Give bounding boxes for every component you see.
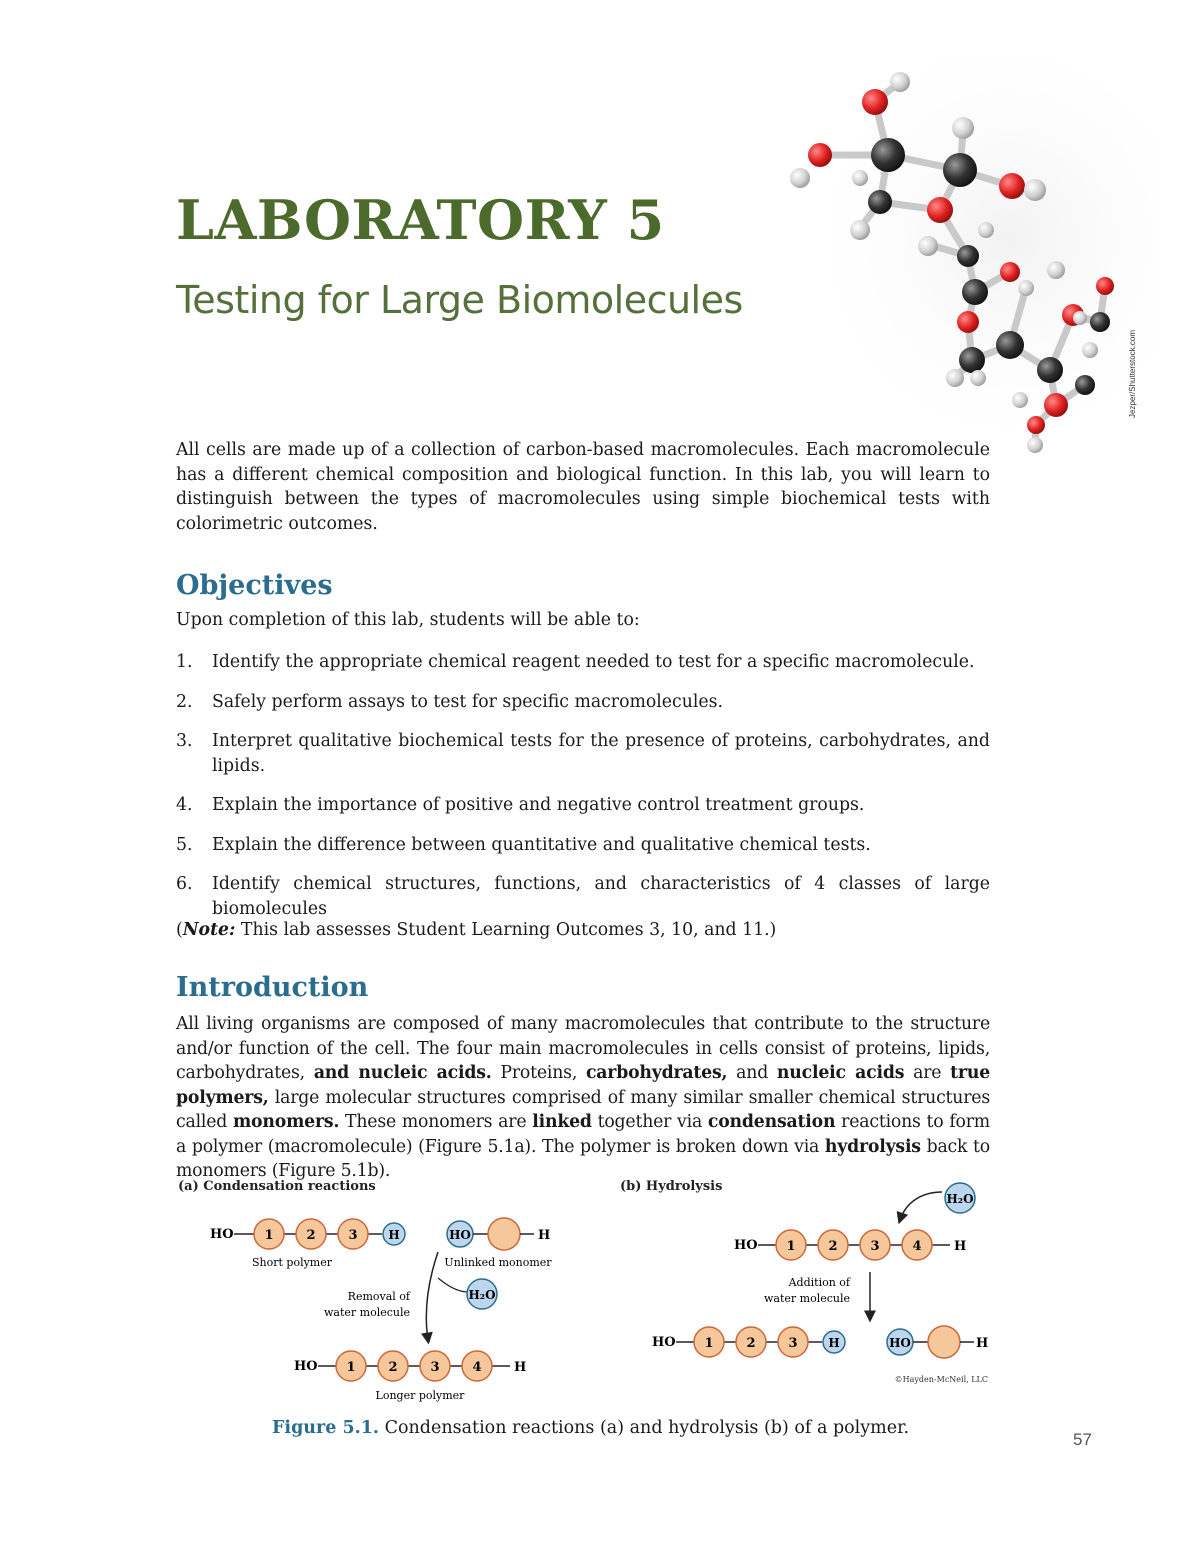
figure-credit: ©Hayden-McNeil, LLC [894, 1375, 988, 1384]
panel-a-label: (a) Condensation reactions [178, 1179, 376, 1194]
page-number: 57 [1073, 1430, 1092, 1449]
objective-item: 1. Identify the appropriate chemical reagent needed to test for a specific macromolecule. [176, 652, 975, 672]
monomer-circle [928, 1326, 960, 1358]
monomer-circle [378, 1351, 408, 1381]
monomer-circle [462, 1351, 492, 1381]
monomer-circle [420, 1351, 450, 1381]
monomer-circle [736, 1327, 766, 1357]
monomer-circle [488, 1218, 520, 1250]
monomer-circle [776, 1230, 806, 1260]
ho-label: HO [294, 1359, 318, 1374]
addition-label-line1: Addition of [788, 1276, 850, 1289]
svg-text:H₂O: H₂O [468, 1288, 496, 1302]
monomer-circle [254, 1219, 284, 1249]
svg-text:3: 3 [870, 1239, 880, 1254]
svg-text:3: 3 [430, 1360, 440, 1375]
objective-item: 3. Interpret qualitative biochemical tests for the presence of proteins, carbohydrates, and lipids. [176, 731, 990, 776]
water-molecule [467, 1279, 497, 1309]
h-label: H [954, 1239, 967, 1254]
svg-text:4: 4 [472, 1360, 482, 1375]
svg-text:2: 2 [746, 1336, 756, 1351]
svg-text:3: 3 [788, 1336, 798, 1351]
monomer-circle [336, 1351, 366, 1381]
introduction-paragraph: All living organisms are composed of many macromolecules that contribute to the structure and/or function of the cell. The four main macromolecules in cells consist of proteins, lipids, carbohydrates, and nucleic acids. Proteins, carbohydrates, and nucleic acids are true polymers, large molecular structures comprised of many similar smaller chemical structures called monomers. These monomers are linked together via condensation reactions to form a polymer (macromolecule) (Figure 5.1a). The polymer is broken down via hydrolysis back to monomers (Figure 5.1b). [176, 1014, 990, 1181]
svg-text:2: 2 [388, 1360, 398, 1375]
ho-label: HO [652, 1335, 676, 1350]
hydroxyl-circle [447, 1221, 473, 1247]
objectives-list [176, 650, 990, 936]
objective-item: 6. Identify chemical structures, functions, and characteristics of 4 classes of large biomolecules [176, 874, 990, 919]
unlinked-monomer-label: Unlinked monomer [444, 1256, 552, 1269]
svg-text:3: 3 [348, 1228, 358, 1243]
svg-text:HO: HO [889, 1336, 911, 1350]
addition-label-line2: water molecule [763, 1292, 850, 1305]
h-label: H [976, 1336, 989, 1351]
objective-item: 2. Safely perform assays to test for specific macromolecules. [176, 691, 723, 712]
h-label: H [514, 1360, 527, 1375]
ho-label: HO [210, 1227, 234, 1242]
removal-label-line2: water molecule [323, 1306, 410, 1319]
panel-condensation [178, 1179, 552, 1402]
longer-polymer-label: Longer polymer [375, 1389, 465, 1402]
h-label: H [538, 1228, 551, 1243]
hydroxyl-circle [887, 1329, 913, 1355]
figure-caption: Figure 5.1. Condensation reactions (a) and hydrolysis (b) of a polymer. [272, 1418, 910, 1438]
intro-paragraph: All cells are made up of a collection of carbon-based macromolecules. Each macromolecule has a different chemical composition and biological function. In this lab, you will learn to distinguish between the types of macromolecules using simple biochemical tests with colorimetric outcomes. [176, 440, 990, 534]
ho-label: HO [734, 1238, 758, 1253]
monomer-circle [338, 1219, 368, 1249]
introduction-heading: Introduction [176, 972, 369, 1003]
curved-arrow [900, 1192, 942, 1220]
objectives-heading: Objectives [176, 570, 333, 601]
panel-b-label: (b) Hydrolysis [620, 1179, 723, 1194]
learning-outcomes-note: (Note: This lab assesses Student Learning Outcomes 3, 10, and 11.) [176, 920, 777, 940]
svg-text:2: 2 [828, 1239, 838, 1254]
water-molecule [945, 1183, 975, 1213]
svg-text:H₂O: H₂O [946, 1192, 974, 1206]
svg-text:H: H [828, 1336, 840, 1350]
svg-text:HO: HO [449, 1228, 471, 1242]
svg-text:1: 1 [704, 1336, 714, 1351]
monomer-circle [860, 1230, 890, 1260]
monomer-circle [902, 1230, 932, 1260]
lab-title: LABORATORY 5 [176, 188, 665, 252]
svg-text:4: 4 [912, 1239, 922, 1254]
monomer-circle [778, 1327, 808, 1357]
objective-item: 5. Explain the difference between quantitative and qualitative chemical tests. [176, 834, 871, 855]
lab-subtitle: Testing for Large Biomolecules [176, 278, 743, 322]
monomer-circle [296, 1219, 326, 1249]
hydrogen-circle [383, 1223, 405, 1245]
molecule-illustration [760, 60, 1160, 480]
monomer-circle [818, 1230, 848, 1260]
removal-label-line1: Removal of [347, 1290, 410, 1303]
monomer-circle [694, 1327, 724, 1357]
svg-text:1: 1 [264, 1228, 274, 1243]
figure-5-1 [170, 1170, 1000, 1410]
svg-text:1: 1 [786, 1239, 796, 1254]
svg-text:1: 1 [346, 1360, 356, 1375]
image-credit: Jezper/Shutterstock.com [1128, 329, 1137, 418]
short-polymer-label: Short polymer [251, 1256, 333, 1269]
svg-text:H: H [388, 1228, 400, 1242]
panel-hydrolysis [620, 1179, 988, 1384]
objective-item: 4. Explain the importance of positive and negative control treatment groups. [176, 795, 865, 815]
down-arrow [426, 1252, 438, 1340]
objectives-lead: Upon completion of this lab, students will be able to: [176, 610, 640, 630]
svg-text:2: 2 [306, 1228, 316, 1243]
hydrogen-circle [823, 1331, 845, 1353]
